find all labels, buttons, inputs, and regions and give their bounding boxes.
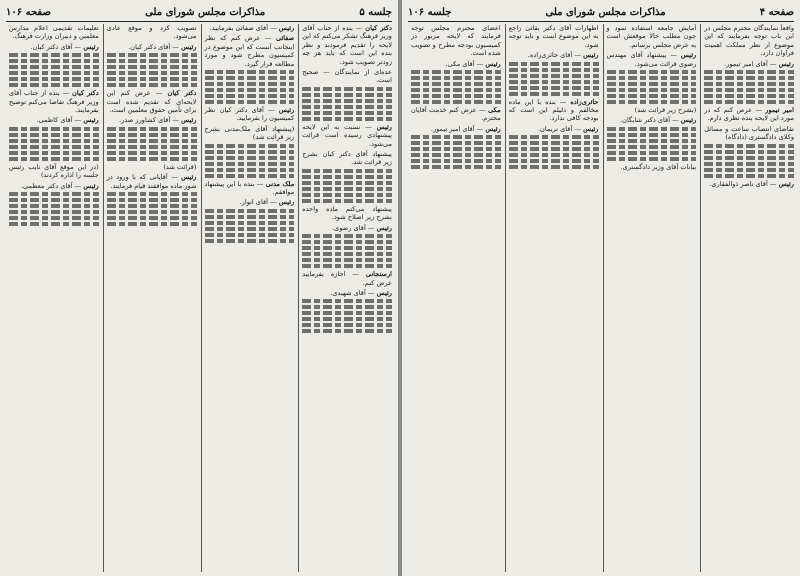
text-line-placeholder (509, 159, 599, 163)
text-line-placeholder (607, 88, 697, 92)
text-line-placeholder (107, 198, 197, 202)
paragraph (9, 182, 99, 190)
text-line-placeholder (302, 264, 392, 268)
speaker-name: رئیس (181, 173, 197, 182)
text-line-placeholder (607, 82, 697, 86)
text-line-placeholder (205, 156, 295, 160)
text-line-placeholder (411, 76, 501, 80)
paragraph-text: — عرض کنم که نظر اینجانب آنست که این موضوع در کمیسیون مطرح شود و مورد مطالعه قرار گیرد. (204, 34, 295, 68)
text-line-placeholder (509, 62, 599, 66)
paragraph-text: — پیشنهاد آقای مهندس رضوی قرائت می‌شود. (606, 51, 697, 68)
speaker-name: رئیس (278, 106, 295, 115)
paragraph (302, 289, 392, 297)
paragraph (302, 123, 392, 148)
paragraph (107, 89, 197, 114)
paragraph-text: — آقای حائری‌زاده. (527, 51, 581, 60)
text-line-placeholder (107, 151, 197, 155)
text-line-placeholder (205, 239, 295, 243)
paragraph-text: — بنده با این ماده مخالفم و دلیلم این است که بودجه کافی ندارد. (508, 97, 599, 123)
text-line-placeholder (107, 65, 197, 69)
speaker-name: صفائی (275, 34, 295, 43)
text-line-placeholder (302, 234, 392, 238)
text-line-placeholder (302, 117, 392, 121)
speaker-name: رئیس (181, 42, 197, 51)
speaker-name: رئیس (680, 116, 697, 125)
paragraph (704, 60, 794, 68)
text-line-placeholder (205, 174, 295, 178)
right-page-header (408, 4, 794, 20)
left-running-title: مذاکرات مجلس شورای ملی (145, 6, 266, 18)
text-line-placeholder (9, 198, 99, 202)
speaker-name: رئیس (376, 288, 392, 297)
text-line-placeholder (107, 53, 197, 57)
speaker-name: رئیس (583, 124, 599, 133)
text-line-placeholder (509, 80, 599, 84)
text-line-placeholder (302, 99, 392, 103)
text-line-placeholder (704, 88, 794, 92)
text-line-placeholder (302, 329, 392, 333)
text-line-placeholder (107, 71, 197, 75)
text-line-placeholder (302, 105, 392, 109)
paragraph (205, 34, 295, 68)
speaker-name: رئیس (778, 59, 794, 68)
text-line-placeholder (411, 70, 501, 74)
speaker-name: ارسنجانی (365, 270, 392, 279)
text-line-placeholder (107, 145, 197, 149)
paragraph (509, 125, 599, 133)
text-column (700, 24, 794, 572)
text-line-placeholder (509, 74, 599, 78)
paragraph (9, 89, 99, 114)
right-page (402, 0, 800, 576)
paragraph (411, 106, 501, 123)
text-line-placeholder (107, 157, 197, 161)
text-line-placeholder (205, 88, 295, 92)
text-column (6, 24, 99, 572)
speaker-name: دکتر کیان (365, 24, 392, 32)
text-line-placeholder (205, 94, 295, 98)
text-line-placeholder (411, 159, 501, 163)
text-column (408, 24, 501, 572)
paragraph-text: — عرض کنم که در مورد این لایحه بنده نظری دارم. (704, 106, 794, 123)
text-line-placeholder (411, 135, 501, 139)
paragraph-text: پیشنهاد آقای دکتر کیان بشرح زیر قرائت شد. (302, 150, 392, 167)
left-columns (6, 24, 392, 572)
speaker-name: رئیس (680, 51, 697, 60)
paragraph (411, 24, 501, 58)
text-line-placeholder (704, 174, 794, 178)
paragraph-text: — آقای انوار. (239, 198, 277, 207)
paragraph-text: بیانات آقای وزیر دادگستری. (620, 162, 697, 171)
paragraph-text: — آقایانی که با ورود در شور ماده موافقند قیام فرمایند. (106, 173, 197, 190)
text-line-placeholder (205, 233, 295, 237)
paragraph-text: پیشنهاد می‌کنم ماده واحده بشرح زیر اصلاح شود. (302, 204, 392, 222)
paragraph-text: (بشرح زیر قرائت شد) (634, 106, 697, 115)
paragraph-text: — آقای شهیدی. (330, 288, 375, 297)
paragraph-text: اظهارات آقای دکتر بقائی راجع به این موضوع است و باید توجه شود. (508, 24, 599, 49)
text-line-placeholder (107, 216, 197, 220)
text-line-placeholder (302, 317, 392, 321)
paragraph (302, 270, 392, 287)
text-line-placeholder (205, 168, 295, 172)
text-line-placeholder (509, 86, 599, 90)
speaker-name: رئیس (485, 124, 501, 133)
right-header-rule (408, 21, 794, 22)
text-line-placeholder (9, 83, 99, 87)
text-line-placeholder (9, 151, 99, 155)
text-line-placeholder (509, 153, 599, 157)
speaker-name: دکتر کیان (167, 89, 197, 98)
text-line-placeholder (509, 165, 599, 169)
speaker-name: رئیس (278, 24, 295, 32)
speaker-name: دکتر کیان (72, 89, 99, 98)
text-line-placeholder (302, 258, 392, 262)
speaker-name: رئیس (485, 59, 501, 68)
paragraph (411, 125, 501, 133)
text-column (505, 24, 599, 572)
paragraph (205, 24, 295, 32)
text-line-placeholder (704, 100, 794, 104)
text-line-placeholder (411, 94, 501, 98)
text-line-placeholder (9, 65, 99, 69)
right-page-number: صفحه ۴ (759, 6, 794, 18)
text-line-placeholder (9, 77, 99, 81)
paragraph (302, 68, 392, 85)
paragraph (509, 98, 599, 123)
left-page-header (6, 4, 392, 20)
speaker-name: رئیس (583, 51, 599, 60)
text-line-placeholder (205, 227, 295, 231)
paragraph-text: تصویب کرد و موقع عادی می‌شود. (106, 24, 197, 41)
left-page (0, 0, 398, 576)
text-line-placeholder (205, 70, 295, 74)
paragraph (704, 125, 794, 142)
paragraph-text: — آقای امیر تیمور. (430, 124, 484, 133)
text-line-placeholder (411, 141, 501, 145)
paragraph-text: — اجازه بفرمایید عرض کنم. (302, 270, 392, 287)
speaker-name: ملک مدنی (265, 179, 295, 188)
text-line-placeholder (9, 204, 99, 208)
paragraph (704, 180, 794, 188)
text-line-placeholder (411, 88, 501, 92)
text-line-placeholder (205, 221, 295, 225)
text-line-placeholder (107, 127, 197, 131)
left-header-rule (6, 21, 392, 22)
text-line-placeholder (607, 70, 697, 74)
text-line-placeholder (411, 100, 501, 104)
right-running-title: مذاکرات مجلس شورای ملی (545, 6, 666, 18)
paragraph (607, 106, 697, 114)
paragraph (302, 150, 392, 167)
text-line-placeholder (107, 59, 197, 63)
paragraph (205, 125, 295, 142)
text-line-placeholder (704, 168, 794, 172)
paragraph-text: — آقای دکتر شایگان. (620, 116, 679, 125)
speaker-name: رئیس (181, 116, 197, 125)
paragraph (9, 24, 99, 41)
left-page-number: صفحه ۱۰۶ (6, 6, 51, 18)
paragraph-text: — آقای نریمان. (537, 124, 581, 133)
paragraph (607, 163, 697, 171)
paragraph-text: — آقای دکتر معظمی. (20, 181, 82, 190)
text-line-placeholder (302, 175, 392, 179)
text-line-placeholder (302, 169, 392, 173)
text-line-placeholder (509, 147, 599, 151)
speaker-name: حائری‌زاده (570, 97, 599, 106)
text-line-placeholder (9, 216, 99, 220)
paragraph-text: تعلیمات تقدیمی اعلام مدارس معلمین و دبیران وزارت فرهنگ. (9, 24, 99, 41)
paragraph (107, 163, 197, 171)
text-line-placeholder (9, 145, 99, 149)
left-session-label: جلسه ۵ (359, 6, 392, 18)
text-line-placeholder (9, 59, 99, 63)
text-line-placeholder (607, 76, 697, 80)
paragraph (509, 51, 599, 59)
text-line-placeholder (205, 82, 295, 86)
text-line-placeholder (302, 187, 392, 191)
paragraph (302, 224, 392, 232)
paragraph (607, 24, 697, 49)
text-line-placeholder (509, 92, 599, 96)
text-line-placeholder (411, 147, 501, 151)
text-line-placeholder (607, 127, 697, 131)
paragraph (607, 116, 697, 124)
text-line-placeholder (9, 71, 99, 75)
paragraph-text: واقعاً نمایندگان محترم مجلس در این باب توجه بفرمایند که این موضوع از نظر مملکت اهمیت فراوان دارد. (704, 24, 794, 58)
text-line-placeholder (302, 111, 392, 115)
text-line-placeholder (205, 144, 295, 148)
text-line-placeholder (607, 94, 697, 98)
speaker-name: مکی (488, 106, 501, 115)
speaker-name: رئیس (83, 181, 99, 190)
speaker-name: رئیس (83, 42, 99, 51)
paragraph-text: (در این موقع آقای نایب رئیس جلسه را اداره کردند) (9, 162, 99, 180)
paragraph-text: — آقای مکی. (445, 59, 484, 68)
paragraph-text: — آقای دکتر کیان نظر کمیسیون را بفرمایید. (204, 106, 295, 123)
text-line-placeholder (302, 240, 392, 244)
text-line-placeholder (704, 150, 794, 154)
text-line-placeholder (302, 87, 392, 91)
text-line-placeholder (9, 157, 99, 161)
paragraph-text: آمایش جامعه استفاده نمود و چون مطلب حالا موقعش است به عرض مجلس برسانم. (606, 24, 697, 49)
paragraph-text: — آقای ناصر ذوالفقاری. (709, 179, 777, 188)
text-line-placeholder (509, 135, 599, 139)
paragraph-text: — عرض کنم این لایحه‌ای که تقدیم شده است برای تأمین حقوق معلمین است. (106, 89, 197, 115)
text-line-placeholder (302, 252, 392, 256)
text-line-placeholder (302, 199, 392, 203)
text-line-placeholder (411, 82, 501, 86)
paragraph-text: اعضای محترم مجلس توجه فرمایند که لایحه مزبور در کمیسیون بودجه مطرح و تصویب شده است. (411, 24, 501, 58)
paragraph-text: — بنده با این پیشنهاد موافقم. (204, 179, 295, 197)
text-line-placeholder (302, 246, 392, 250)
paragraph-text: — آقای کاظمی. (36, 116, 82, 125)
paragraph-text: — آقای کشاورز صدر. (119, 116, 179, 125)
paragraph (9, 116, 99, 124)
paragraph-text: عده‌ای از نمایندگان — صحیح است. (302, 68, 392, 85)
paragraph-text: — آقای رضوی. (332, 223, 375, 232)
text-line-placeholder (704, 144, 794, 148)
paragraph (607, 51, 697, 68)
text-line-placeholder (107, 210, 197, 214)
paragraph (107, 43, 197, 51)
text-line-placeholder (205, 100, 295, 104)
text-line-placeholder (509, 68, 599, 72)
text-line-placeholder (205, 150, 295, 154)
paragraph-text: — بنده از جناب آقای وزیر فرهنگ تشکر می‌کنم که این لایحه را تقدیم فرمودند و نظر بنده این است که باید هر چه زودتر تصویب شود. (302, 24, 392, 66)
speaker-name: رئیس (376, 223, 392, 232)
speaker-name: امیر تیمور (765, 106, 794, 115)
text-line-placeholder (107, 204, 197, 208)
text-column (103, 24, 197, 572)
text-line-placeholder (607, 145, 697, 149)
text-line-placeholder (704, 94, 794, 98)
text-line-placeholder (107, 77, 197, 81)
text-line-placeholder (302, 299, 392, 303)
text-line-placeholder (205, 162, 295, 166)
paragraph-text: تقاضای انتصاب ساعت و مسائل وکلای دادگستری (دادگاه) (704, 124, 794, 142)
text-column (603, 24, 697, 572)
paragraph (509, 24, 599, 49)
paragraph-text: — نسبت به این لایحه پیشنهادی رسیده است قرائت می‌شود. (302, 122, 392, 148)
paragraph (205, 106, 295, 123)
text-line-placeholder (107, 222, 197, 226)
text-line-placeholder (704, 76, 794, 80)
paragraph-text: (پیشنهاد آقای ملک‌مدنی بشرح زیر قرائت شد) (204, 124, 295, 142)
paragraph (205, 180, 295, 197)
text-line-placeholder (9, 139, 99, 143)
text-line-placeholder (509, 141, 599, 145)
text-line-placeholder (107, 83, 197, 87)
paragraph (9, 43, 99, 51)
text-line-placeholder (205, 215, 295, 219)
right-session-label: جلسه ۱۰۶ (408, 6, 452, 18)
text-line-placeholder (411, 165, 501, 169)
text-line-placeholder (9, 127, 99, 131)
right-columns (408, 24, 794, 572)
paragraph (205, 198, 295, 206)
paragraph-text: — آقای امیر تیمور. (724, 59, 777, 68)
text-line-placeholder (704, 162, 794, 166)
paragraph (302, 24, 392, 66)
paragraph (411, 60, 501, 68)
speaker-name: رئیس (376, 122, 392, 131)
text-line-placeholder (607, 100, 697, 104)
text-line-placeholder (607, 139, 697, 143)
paragraph-text: (قرائت شد) (163, 162, 197, 171)
text-line-placeholder (607, 133, 697, 137)
text-line-placeholder (9, 210, 99, 214)
text-line-placeholder (302, 181, 392, 185)
text-line-placeholder (704, 156, 794, 160)
paragraph-text: — عرض کنم خدمت آقایان محترم. (411, 106, 501, 123)
text-column (298, 24, 392, 572)
text-line-placeholder (9, 53, 99, 57)
text-line-placeholder (205, 209, 295, 213)
paragraph (302, 205, 392, 222)
text-line-placeholder (704, 70, 794, 74)
text-line-placeholder (302, 323, 392, 327)
paragraph (9, 163, 99, 180)
text-line-placeholder (107, 192, 197, 196)
text-line-placeholder (107, 133, 197, 137)
text-line-placeholder (9, 133, 99, 137)
paragraph (107, 173, 197, 190)
text-column (201, 24, 295, 572)
speaker-name: رئیس (83, 116, 99, 125)
paragraph (107, 116, 197, 124)
paragraph-text: — بنده از جناب آقای وزیر فرهنگ تقاضا می‌کنم توضیح بفرمایند. (9, 89, 99, 115)
text-line-placeholder (302, 305, 392, 309)
text-line-placeholder (607, 157, 697, 161)
text-line-placeholder (302, 93, 392, 97)
text-line-placeholder (9, 222, 99, 226)
text-line-placeholder (302, 193, 392, 197)
speaker-name: رئیس (278, 198, 295, 207)
paragraph (704, 24, 794, 58)
text-line-placeholder (302, 311, 392, 315)
text-line-placeholder (411, 153, 501, 157)
paragraph-text: — آقای دکتر کیان. (128, 42, 179, 51)
text-line-placeholder (607, 151, 697, 155)
paragraph (704, 106, 794, 123)
speaker-name: رئیس (778, 179, 794, 188)
paragraph (107, 24, 197, 41)
paragraph-text: — آقای دکتر کیان. (30, 42, 82, 51)
text-line-placeholder (9, 192, 99, 196)
text-line-placeholder (205, 76, 295, 80)
text-line-placeholder (704, 82, 794, 86)
paragraph-text: — آقای صفائی بفرمایید. (209, 24, 277, 32)
text-line-placeholder (107, 139, 197, 143)
